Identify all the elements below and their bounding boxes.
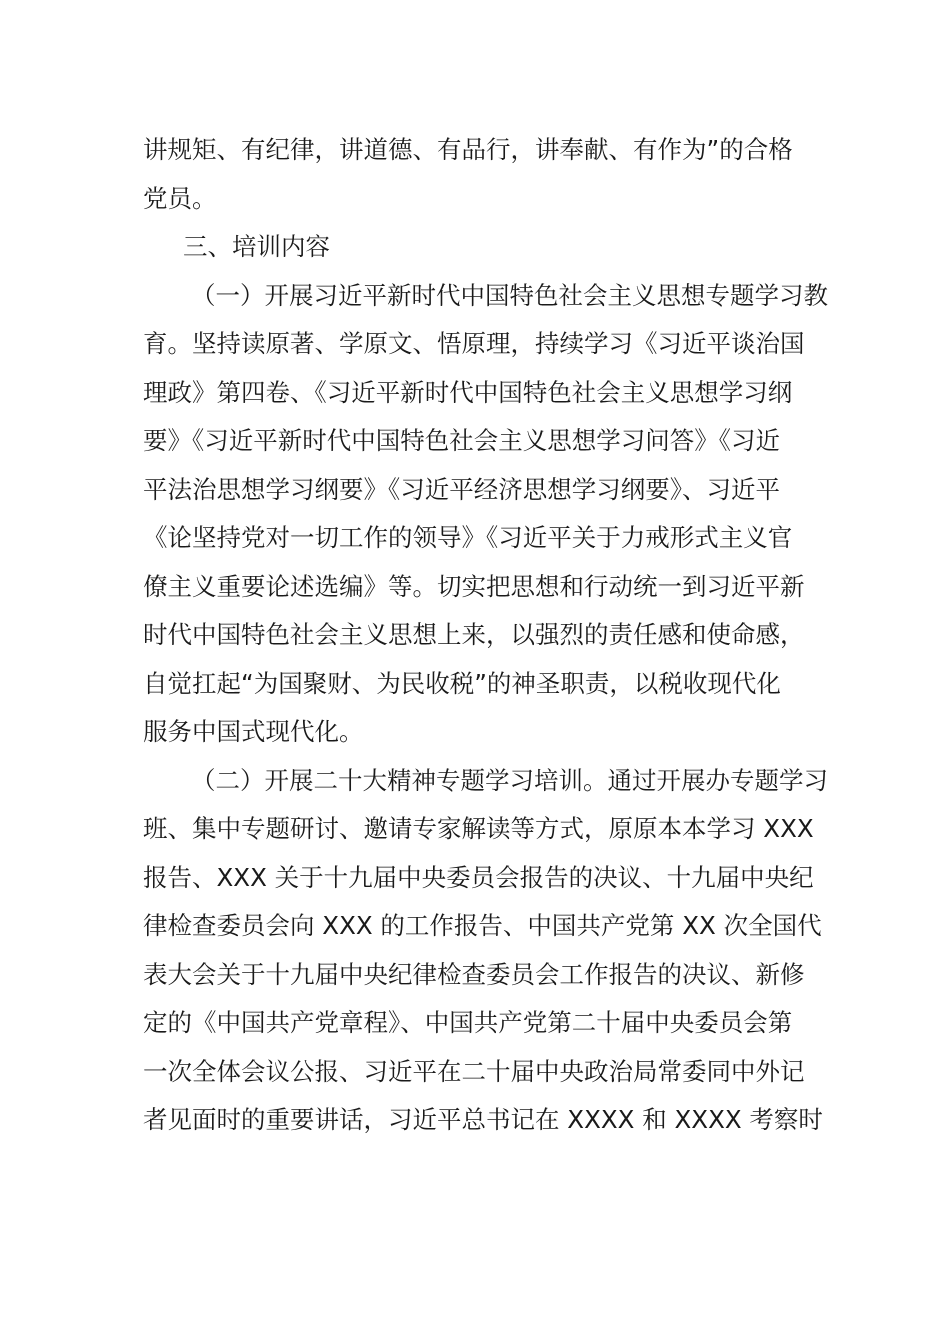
subsection-heading-1: （一）开展习近平新时代中国特色社会主义思想专题学习教	[191, 280, 828, 310]
document-body	[143, 126, 828, 1145]
subsection-heading-2: （二）开展二十大精神专题学习培训。通过开展办专题学习	[191, 765, 828, 795]
body-text-line: 要》《习近平新时代中国特色社会主义思想学习问答》《习近	[143, 426, 780, 455]
body-text-line: 表大会关于十九届中央纪律检查委员会工作报告的决议、新修	[143, 959, 805, 989]
body-text-line: 自觉扛起“为国聚财、为民收税”的神圣职责，以税收现代化	[143, 668, 781, 698]
body-text-line: 讲规矩、有纪律，讲道德、有品行，讲奉献、有作为”的合格	[143, 135, 793, 164]
section-heading: 三、培训内容	[183, 232, 330, 261]
body-text-line: 一次全体会议公报、习近平在二十届中央政治局常委同中外记	[143, 1056, 805, 1086]
body-text-line: 定的《中国共产党章程》、中国共产党第二十届中央委员会第	[143, 1008, 793, 1037]
body-text-line: 党员。	[143, 183, 217, 213]
body-text-line: 班、集中专题研讨、邀请专家解读等方式，原原本本学习 XXX	[143, 814, 814, 843]
body-text-line: 育。坚持读原著、学原文、悟原理，持续学习《习近平谈治国	[143, 329, 805, 358]
body-text-line: 理政》第四卷、《习近平新时代中国特色社会主义思想学习纲	[143, 377, 793, 407]
body-text-line: 服务中国式现代化。	[143, 717, 364, 746]
body-text-line: 僚主义重要论述选编》等。切实把思想和行动统一到习近平新	[143, 571, 805, 601]
body-text-line: 时代中国特色社会主义思想上来，以强烈的责任感和使命感，	[143, 620, 805, 649]
body-text-line: 《论坚持党对一切工作的领导》《习近平关于力戒形式主义官	[143, 523, 793, 552]
body-text-line: 报告、XXX 关于十九届中央委员会报告的决议、十九届中央纪	[143, 862, 814, 892]
body-text-line: 者见面时的重要讲话，习近平总书记在 XXXX 和 XXXX 考察时	[143, 1105, 823, 1134]
body-text-line: 平法治思想学习纲要》《习近平经济思想学习纲要》、习近平	[143, 474, 780, 504]
body-text-line: 律检查委员会向 XXX 的工作报告、中国共产党第 XX 次全国代	[143, 911, 822, 940]
